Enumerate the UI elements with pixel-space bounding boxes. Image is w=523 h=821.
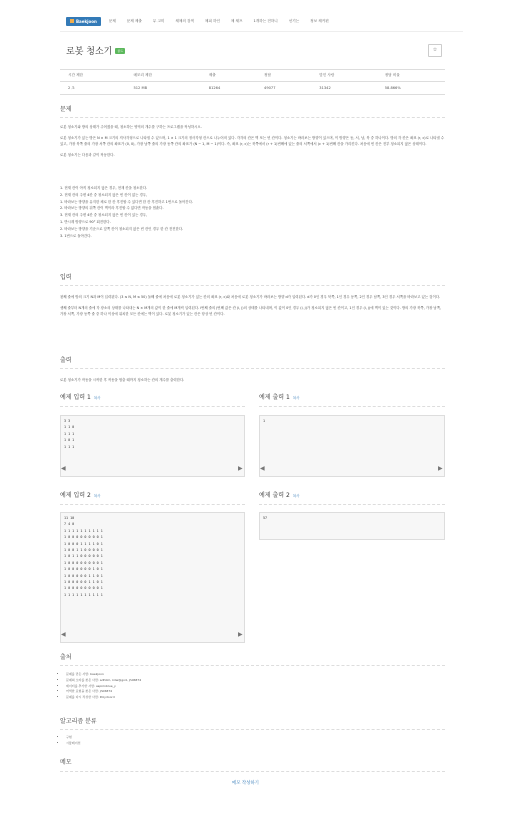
input-description xyxy=(60,294,445,322)
section-heading-output: 출력 xyxy=(60,357,72,364)
list-item: 2. 현재 칸의 주변 4칸 중 청소되지 않은 빈 칸이 없는 경우, xyxy=(60,192,148,197)
paragraph: 로봇 청소기와 방의 상태가 주어졌을 때, 청소하는 영역의 개수를 구하는 프로그램을 작성하시오. xyxy=(60,125,202,129)
algorithm-list xyxy=(60,735,81,747)
top-nav xyxy=(66,15,340,27)
scroll-right-icon[interactable]: ▶ xyxy=(238,465,243,472)
list-item: 3. 현재 칸의 주변 4칸 중 청소되지 않은 빈 칸이 있는 경우, xyxy=(60,213,148,218)
info-value: 58.866% xyxy=(377,82,445,95)
steps-list xyxy=(60,185,445,239)
list-item: • 문제를 다시 작성한 사람: Polydoord xyxy=(66,695,141,701)
source-list xyxy=(60,672,141,701)
info-header: 정답 xyxy=(256,70,311,82)
info-header: 정답 비율 xyxy=(377,70,445,82)
nav-item[interactable]: 채피 하인 xyxy=(204,18,220,23)
info-header: 제출 xyxy=(201,70,256,82)
scroll-left-icon[interactable]: ◀ xyxy=(260,465,265,472)
info-value: 31342 xyxy=(311,82,376,95)
example-output-1[interactable]: 1 xyxy=(259,415,445,477)
divider xyxy=(60,729,445,730)
divider xyxy=(259,406,445,407)
list-item: • 문제를 만든 사람: baekjoon xyxy=(66,672,141,678)
problem-description xyxy=(60,124,445,163)
copy-button[interactable]: 복사 xyxy=(292,494,300,498)
example-input-2-heading: 예제 입력 2 복사 xyxy=(60,492,101,499)
page-title xyxy=(66,44,125,57)
divider xyxy=(60,368,445,369)
nav-item[interactable]: 문제 xyxy=(108,18,116,23)
info-header: 메모리 제한 xyxy=(125,70,200,82)
nav-item[interactable]: 정보 채커편 xyxy=(310,18,329,23)
star-button[interactable]: ☆ xyxy=(428,44,442,57)
list-item: 2. 바라보는 방향의 뒤쪽 칸이 벽이라 후진할 수 없다면 작동을 멈춘다. xyxy=(60,206,164,211)
tier-badge: 골드 xyxy=(117,48,124,53)
example-output-2-heading: 예제 출력 2 복사 xyxy=(259,492,300,499)
info-value: 512 MB xyxy=(125,82,200,95)
logo-icon xyxy=(70,19,74,23)
copy-button[interactable]: 복사 xyxy=(292,396,300,400)
divider xyxy=(60,406,245,407)
list-item: 1. 반시계 방향으로 90° 회전한다. xyxy=(60,219,111,224)
problem-info-table xyxy=(60,69,445,95)
list-item[interactable]: • 시뮬레이션 xyxy=(66,741,81,747)
site-logo[interactable]: Baekjoon xyxy=(66,17,101,26)
nav-item[interactable]: 채채의 검색 xyxy=(175,18,194,23)
info-header: 시간 제한 xyxy=(60,70,125,82)
list-item: 2. 바라보는 방향을 기준으로 앞쪽 칸이 청소되지 않은 빈 칸인 경우 한 칸 전진한다. xyxy=(60,226,184,231)
paragraph: 셋째 줄부터 N개의 줄에 각 장소의 상태를 나타내는 N × M개의 값이 한 줄에 M개씩 입력된다. i번째 줄의 j번째 값은 칸 (i, j)의 상태를 나타내며, 이 값이 0인 경우 (i, j)가 청소되지 않은 빈 칸이고, 1인 경우 (i, j)에 벽이 있는 것이다. 방의 가장 북쪽, 가장 남쪽, 가장 서쪽, 가장 동쪽 줄 중 하나 이상에 위치한 모든 칸에는 벽이 있다. 로봇 청소기가 있는 칸은 항상 빈 칸이다. xyxy=(60,306,442,316)
example-input-2[interactable]: 11 10 7 4 0 1 1 1 1 1 1 1 1 1 1 1 0 0 0 0 0 0 0 0 1 1 0 0 0 1 1 1 1 0 1 1 0 0 1 1 0 0 0 0 1 1 0 1 1 0 0 0 0 0 1 1 0 0 0 0 0 0 0 0 1 1 0 0 0 0 0 0 1 0 1 1 0 0 0 0 0 1 1 0 1 1 0 0 0 0 0 1 1 0 1 1 0 0 0 0 0 0 0 0 1 1 1 1 1 1 1 1 1 1 1 xyxy=(60,512,245,643)
copy-button[interactable]: 복사 xyxy=(93,494,101,498)
section-heading-input: 입력 xyxy=(60,274,72,281)
nav-item[interactable]: 채 채프 xyxy=(230,18,243,23)
list-item[interactable]: • 구현 xyxy=(66,735,81,741)
section-heading-algorithm: 알고리즘 분류 xyxy=(60,718,97,725)
example-output-2[interactable]: 57 xyxy=(259,512,445,540)
list-item: • 데이터를 추가한 사람: aspirinblue_y xyxy=(66,684,141,690)
divider xyxy=(60,504,245,505)
paragraph: 첫째 줄에 방의 크기 N과 M이 입력된다. (3 ≤ N, M ≤ 50) 둘째 줄에 처음에 로봇 청소기가 있는 칸의 좌표 (r, c)와 처음에 로봇 청소기가 바라보는 방향 d가 입력된다. d가 0인 경우 북쪽, 1인 경우 동쪽, 2인 경우 남쪽, 3인 경우 서쪽을 바라보고 있는 것이다. xyxy=(60,295,441,299)
scroll-left-icon[interactable]: ◀ xyxy=(61,465,66,472)
section-heading-source: 출처 xyxy=(60,654,72,661)
info-value: 81264 xyxy=(201,82,256,95)
copy-button[interactable]: 복사 xyxy=(93,396,101,400)
info-header: 맞힌 사람 xyxy=(311,70,376,82)
nav-item[interactable]: 무 고미 xyxy=(152,18,165,23)
info-value: 2 초 xyxy=(60,82,125,95)
divider xyxy=(60,117,445,118)
paragraph: 로봇 청소기가 있는 방은 N × M 크기의 직사각형으로 나타낼 수 있으며, 1 × 1 크기의 정사각형 칸으로 나누어져 있다. 각각의 칸은 벽 또는 빈 칸이다. 청소기는 바라보는 방향이 있으며, 이 방향은 동, 서, 남, 북 중 하나이다. 방의 각 칸은 좌표 (r, c)로 나타낼 수 있고, 가장 북쪽 줄의 가장 서쪽 칸의 좌표가 (0, 0), 가장 남쪽 줄의 가장 동쪽 칸의 좌표가 (N − 1, M − 1)이다. 즉, 좌표 (r, c)는 북쪽에서 (r + 1)번째에 있는 줄의 서쪽에서 (c + 1)번째 칸을 가리킨다. 처음에 빈 칸은 전부 청소되지 않은 상태이다. xyxy=(60,136,445,146)
paragraph: 로봇 청소기는 다음과 같이 작동한다. xyxy=(60,153,115,157)
output-description: 로봇 청소기가 작동을 시작한 후 작동을 멈출 때까지 청소하는 칸의 개수를 출력한다. xyxy=(60,378,185,382)
scroll-right-icon[interactable]: ▶ xyxy=(438,465,443,472)
divider xyxy=(60,665,445,666)
example-input-1-heading: 예제 입력 1 복사 xyxy=(60,394,101,401)
scroll-left-icon[interactable]: ◀ xyxy=(61,631,66,638)
list-item: • 문제의 오타를 찾은 사람: adh0m, kdw@go4, jh06874 xyxy=(66,678,141,684)
list-item: • 어색한 표현을 찾은 사람: jh06874 xyxy=(66,689,141,695)
nav-item[interactable]: 1개하는 전하니 xyxy=(253,18,278,23)
divider xyxy=(60,31,463,32)
write-memo-button[interactable]: 메모 작성하기 xyxy=(232,781,259,786)
section-heading-memo: 메모 xyxy=(60,759,72,766)
divider xyxy=(259,504,445,505)
example-output-1-heading: 예제 출력 1 복사 xyxy=(259,394,300,401)
nav-item[interactable]: 선기는 xyxy=(288,18,300,23)
list-item: 3. 1번으로 돌아간다. xyxy=(60,233,92,238)
example-input-1[interactable]: 3 3 1 1 0 1 1 1 1 0 1 1 1 1 xyxy=(60,415,245,477)
problem-title: 로봇 청소기 xyxy=(66,47,113,57)
divider xyxy=(60,285,445,286)
nav-item[interactable]: 문제 제출 xyxy=(126,18,142,23)
list-item: 1. 현재 칸이 아직 청소되지 않은 경우, 현재 칸을 청소한다. xyxy=(60,186,148,190)
divider xyxy=(60,771,445,772)
scroll-right-icon[interactable]: ▶ xyxy=(238,631,243,638)
list-item: 1. 바라보는 방향을 유지한 채로 한 칸 후진할 수 있다면 한 칸 후진하고 1번으로 돌아간다. xyxy=(60,199,193,204)
section-heading-problem: 문제 xyxy=(60,106,72,113)
info-value: 49077 xyxy=(256,82,311,95)
